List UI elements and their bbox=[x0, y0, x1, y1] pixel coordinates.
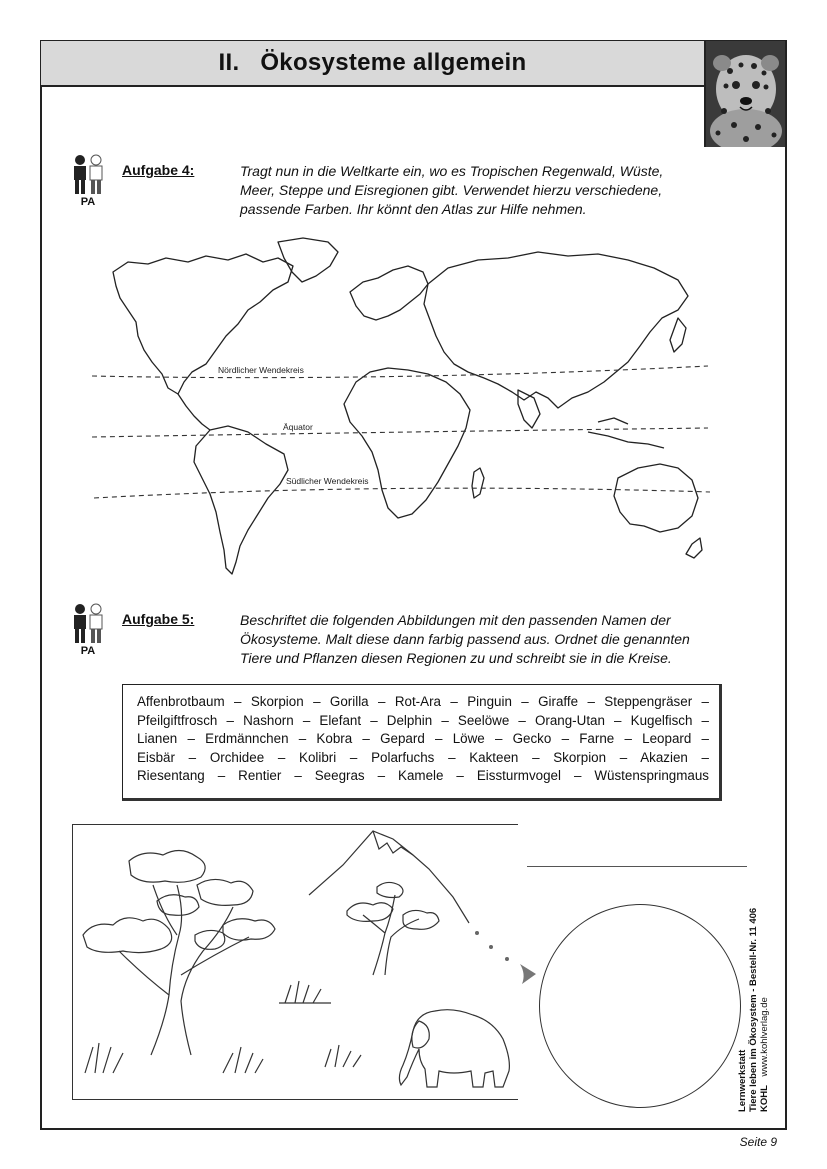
publisher-sidebar bbox=[737, 822, 773, 1112]
sidebar-title: Lernwerkstatt bbox=[737, 1049, 748, 1112]
africa-outline bbox=[344, 368, 470, 518]
tropic-south-label: Südlicher Wendekreis bbox=[286, 476, 369, 486]
equator-line bbox=[92, 428, 708, 437]
grass-tuft bbox=[279, 981, 331, 1003]
big-tree-canopy bbox=[83, 918, 172, 953]
big-tree-canopy bbox=[197, 879, 253, 905]
task4-line: Meer, Steppe und Eisregionen gibt. Verwendet hierzu verschiedene, bbox=[240, 182, 663, 198]
task5-line: Tiere und Pflanzen diesen Regionen zu und schreibt sie in die Kreise. bbox=[240, 650, 672, 666]
task5-label: Aufgabe 5: bbox=[122, 611, 195, 627]
partner-work-icon bbox=[68, 152, 108, 200]
grass-tuft bbox=[325, 1045, 361, 1067]
india-outline bbox=[518, 390, 540, 428]
publisher-logo: KOHL bbox=[759, 1085, 770, 1112]
new-zealand-outline bbox=[686, 538, 702, 558]
indonesia-outline bbox=[588, 418, 664, 448]
word-list-line: Eisbär – Orchidee – Kolibri – Polarfuchs – Kakteen – Skorpion – Akazien – bbox=[137, 749, 709, 765]
madagascar-outline bbox=[472, 468, 484, 498]
greenland-outline bbox=[278, 238, 338, 282]
sidebar-order-info: Tiere leben im Ökosystem - Bestell-Nr. 11 406 bbox=[748, 907, 759, 1112]
tropic-north-label: Nördlicher Wendekreis bbox=[218, 365, 304, 375]
sidebar-url: KOHL www.kohlverlag.de bbox=[759, 997, 770, 1112]
task4-line: passende Farben. Ihr könnt den Atlas zur Hilfe nehmen. bbox=[240, 201, 587, 217]
small-tree-canopy bbox=[403, 910, 439, 929]
answer-circle bbox=[539, 904, 741, 1108]
title-bar bbox=[41, 41, 704, 87]
world-map bbox=[88, 232, 718, 582]
equator-label: Äquator bbox=[283, 422, 313, 432]
big-tree-trunk bbox=[119, 885, 249, 1055]
big-tree-canopy bbox=[195, 930, 225, 949]
arrow-head-icon bbox=[516, 960, 540, 988]
partner-work-label: PA bbox=[80, 196, 96, 208]
answer-line bbox=[527, 866, 747, 867]
small-tree-canopy bbox=[347, 903, 393, 922]
big-tree-canopy bbox=[129, 850, 205, 882]
savanna-illustration bbox=[72, 824, 518, 1100]
grass-tuft bbox=[223, 1047, 263, 1073]
grass-tuft bbox=[85, 1043, 123, 1073]
task4-label: Aufgabe 4: bbox=[122, 162, 195, 178]
small-tree-canopy bbox=[377, 882, 403, 897]
mountain-snow bbox=[373, 831, 413, 855]
japan-outline bbox=[670, 318, 686, 352]
partner-work-icon bbox=[68, 601, 108, 649]
page-number: Seite 9 bbox=[739, 1135, 777, 1149]
mountain-outline bbox=[309, 831, 469, 923]
tropic-south-line bbox=[94, 488, 710, 498]
word-list-line: Lianen – Erdmännchen – Kobra – Gepard – Löwe – Gecko – Farne – Leopard – bbox=[137, 731, 709, 747]
task5-line: Beschriftet die folgenden Abbildungen mit den passenden Namen der bbox=[240, 612, 671, 628]
partner-work-label: PA bbox=[80, 645, 96, 657]
dotted-arrow bbox=[475, 931, 509, 961]
europe-outline bbox=[350, 266, 428, 320]
word-list-line: Riesentang – Rentier – Seegras – Kamele – Eissturmvogel – Wüstenspringmaus bbox=[137, 768, 709, 784]
big-tree-canopy bbox=[223, 919, 275, 940]
task5-instructions bbox=[240, 611, 720, 668]
word-list-box bbox=[122, 684, 722, 801]
leopard-photo bbox=[704, 41, 785, 147]
word-list-line: Affenbrotbaum – Skorpion – Gorilla – Rot-Ara – Pinguin – Giraffe – Steppengräser – bbox=[137, 694, 709, 709]
page-title: II. Ökosysteme allgemein bbox=[218, 49, 527, 76]
task4-line: Tragt nun in die Weltkarte ein, wo es Tropischen Regenwald, Wüste, bbox=[240, 163, 664, 179]
task5-line: Ökosysteme. Malt diese dann farbig passend aus. Ordnet die genannten bbox=[240, 631, 690, 647]
task4-instructions bbox=[240, 162, 720, 219]
asia-outline bbox=[424, 252, 688, 408]
word-list-line: Pfeilgiftfrosch – Nashorn – Elefant – Delphin – Seelöwe – Orang-Utan – Kugelfisch – bbox=[137, 712, 709, 728]
south-america-outline bbox=[194, 426, 288, 574]
central-america-outline bbox=[178, 394, 210, 430]
australia-outline bbox=[614, 464, 698, 532]
